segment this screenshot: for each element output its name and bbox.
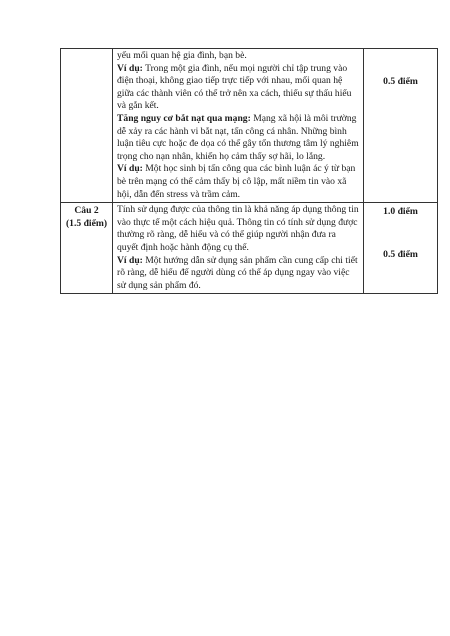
score-label: 0.5 điểm [383,248,418,260]
answer-table [60,48,438,294]
question-cell [61,203,113,294]
example-text: Một hướng dẫn sử dụng sản phẩm cần cung cấp chi tiết rõ ràng, dễ hiểu để người dùng có thể áp dụng ngay vào việc sử dụng sản phẩm đó. [117,254,358,291]
example-text: Trong một gia đình, nếu mọi người chỉ tập trung vào điện thoại, không giao tiếp trực tiếp với nhau, mối quan hệ giữa các thành viên có thể trở nên xa cách, thiếu sự thấu hiểu và gắn kết. [117,62,352,112]
answer-paragraph [117,163,359,201]
point-heading: Tăng nguy cơ bắt nạt qua mạng: [117,112,251,124]
score-label: 1.0 điểm [383,206,418,218]
answer-cell [113,203,364,294]
answer-paragraph [117,255,359,293]
table-row [61,49,438,203]
score-cell [364,203,438,294]
answer-paragraph [117,113,359,163]
example-label: Ví dụ: [117,163,143,175]
answer-sheet [60,48,426,294]
score-label: 0.5 điểm [383,76,418,87]
answer-text: yếu mối quan hệ gia đình, bạn bè. [117,50,247,61]
answer-paragraph [117,63,359,113]
answer-text: Tính sử dụng được của thông tin là khả năng áp dụng thông tin vào thực tế một cách hiệu quả. Thông tin có tính sử dụng được thường rõ ràng, dễ hiểu và có thể giúp người nhận đưa ra quyết định hoặc hành động cụ thể. [117,204,359,253]
point-text: Mạng xã hội là môi trường dễ xảy ra các hành vi bắt nạt, tấn công cá nhân. Những bình luận tiêu cực hoặc đe dọa có thể gây tổn thương tâm lý nghiêm trọng cho nạn nhân, khiến họ cảm thấy sợ hãi, lo lắng. [117,112,359,162]
question-label: Câu 2 [74,205,99,217]
question-cell [61,49,113,203]
answer-cell [113,49,364,203]
table-row [61,203,438,294]
example-text: Một học sinh bị tấn công qua các bình luận ác ý từ bạn bè trên mạng có thể cảm thấy bị cô lập, mất niềm tin vào xã hội, dẫn đến stress và trầm cảm. [117,163,356,200]
score-cell [364,49,438,203]
question-points: (1.5 điểm) [65,217,108,229]
example-label: Ví dụ: [117,62,143,74]
example-label: Ví dụ: [117,254,143,266]
